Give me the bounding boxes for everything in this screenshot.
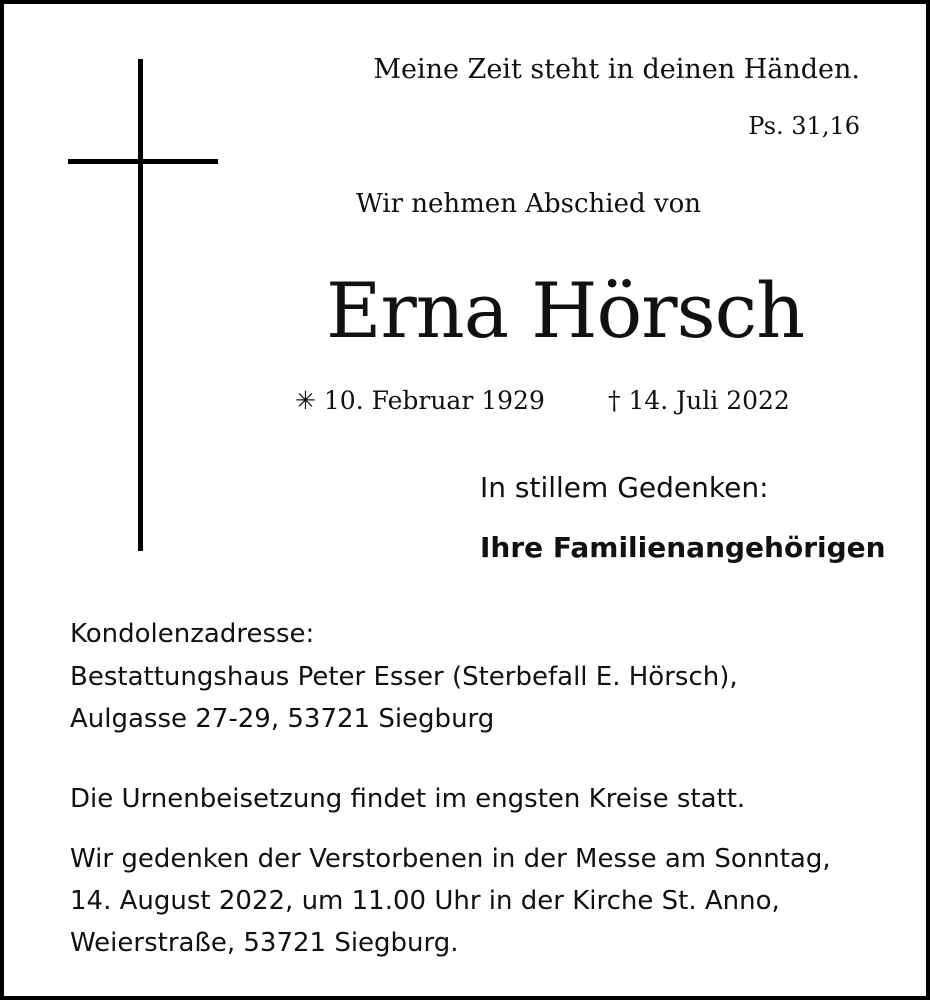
urn-notice: Die Urnenbeisetzung findet im engsten Kreise statt. — [70, 784, 746, 814]
condolence-label: Kondolenzadresse: — [70, 619, 315, 649]
condolence-address-line1: Bestattungshaus Peter Esser (Sterbefall E. Hörsch), — [70, 662, 738, 692]
cross-vertical-bar — [138, 59, 143, 551]
birth-date: ✳ 10. Februar 1929 — [295, 386, 545, 415]
death-date: † 14. Juli 2022 — [608, 386, 790, 415]
family-signature: Ihre Familienangehörigen — [480, 531, 886, 564]
bible-verse: Meine Zeit steht in deinen Händen. — [373, 54, 860, 85]
farewell-intro: Wir nehmen Abschied von — [356, 189, 701, 219]
mass-notice-line2: 14. August 2022, um 11.00 Uhr in der Kirche St. Anno, — [70, 886, 780, 916]
cross-horizontal-bar — [68, 159, 218, 164]
bible-verse-reference: Ps. 31,16 — [748, 112, 860, 140]
deceased-name: Erna Hörsch — [326, 266, 805, 355]
condolence-address-line2: Aulgasse 27-29, 53721 Siegburg — [70, 704, 495, 734]
mass-notice-line3: Weierstraße, 53721 Siegburg. — [70, 928, 459, 958]
mass-notice-line1: Wir gedenken der Verstorbenen in der Messe am Sonntag, — [70, 844, 831, 874]
memory-phrase: In stillem Gedenken: — [480, 471, 769, 504]
